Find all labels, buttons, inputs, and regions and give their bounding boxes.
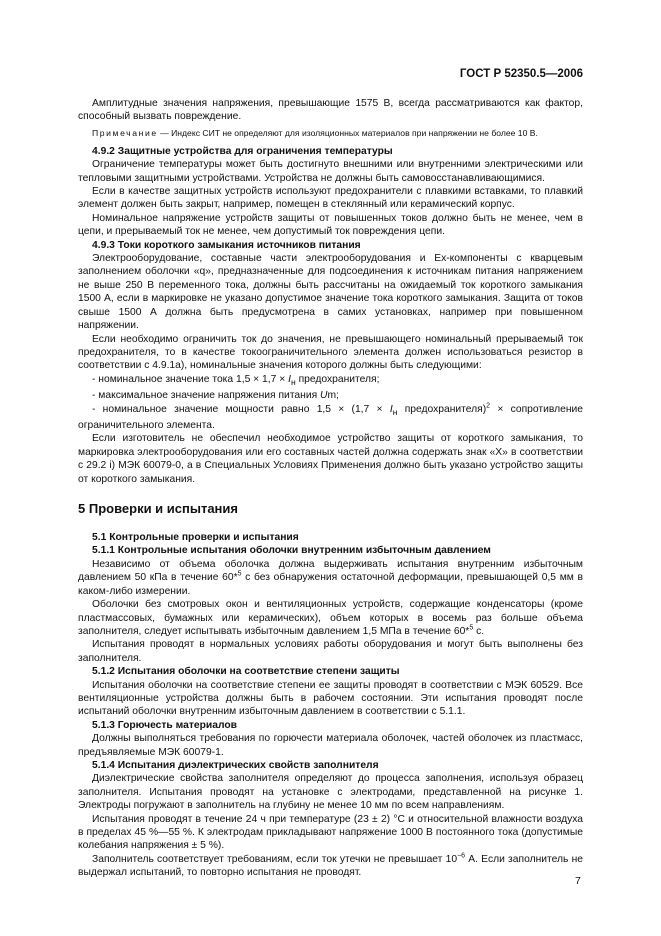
section-4-9-3-heading: 4.9.3 Токи короткого замыкания источников питания [92,239,361,251]
note-text: — Индекс СИТ не определяют для изоляционных материалов при напряжении не более 10 В. [157,127,538,138]
paragraph: Независимо от объема оболочка должна выдерживать испытания внутренним избыточным давлением 50 кПа в течение 60*$^5$ с без обнаружения остаточной деформации, превышающей 0,5 мм в каком-либо измерении. [78,558,583,597]
paragraph: Должны выполняться требования по горючести материала оболочек, частей оболочек из пластмасс, предъявляемые МЭК 60079-1. [78,733,583,758]
section-5-1-1-heading: 5.1.1 Контрольные испытания оболочки внутренним избыточным давлением [92,545,491,557]
section-4-9-2-heading: 4.9.2 Защитные устройства для ограничения температуры [92,145,393,157]
paragraph: Номинальное напряжение устройств защиты от повышенных токов должно быть не менее, чем в цепи, и прерываемый ток не менее, чем допустимый ток повреждения цепи. [78,212,583,238]
paragraph: Ограничение температуры может быть достигнуто внешними или внутренними электрическими или тепловыми защитными устройствами. Устройства не должны быть самовосстанавливающимися. [78,159,583,184]
paragraph: Если необходимо ограничить ток до значения, не превышающего номинальный прерываемый ток предохранителя, то в качестве токоограничительного элемента должен использоваться резистор в соответствии с 4.9.1а), номинальные значения которого должны быть следующими: [78,333,583,372]
section-5-1-4-heading: 5.1.4 Испытания диэлектрических свойств заполнителя [92,759,379,771]
paragraph: Если изготовитель не обеспечил необходимое устройство защиты от короткого замыкания, то маркировка электрооборудования или его составных частей должна содержать знак «Х» в соответствии с 29.2 i) МЭК 60079-0, а в Специальных Условиях Применения должно быть указано устройство защиты от короткого замыкания. [78,433,583,485]
note-label: Примечание [92,127,158,138]
paragraph: Электрооборудование, составные части электрооборудования и Ех-компоненты с кварцевым заполнением оболочки «q», предназначенные для подсоединения к источникам питания напряжением не выше 250 В переменного тока, должны быть рассчитаны на ожидаемый ток короткого замыкания 1500 А, если в маркировке не указано допустимое значение тока короткого замыкания. Защита от токов свыше 1500 А должна быть предусмотрена в самих установках, например при повышенном напряжении. [78,253,583,332]
page-number: 7 [575,875,581,887]
paragraph: Испытания проводят в течение 24 ч при температуре (23 ± 2) °С и относительной влажности воздуха в пределах 45 %—55 %. К электродам прикладывают напряжение 1000 В постоянного тока (допустимые колебания напряжения ± 5 %). [78,813,583,852]
paragraph: Испытания проводят в нормальных условиях работы оборудования и могут быть выполнены без заполнителя. [78,639,583,664]
list-item: - номинальное значение тока $1,5 \times 1,7 \times I_н$ предохранителя; [92,373,380,387]
paragraph: Диэлектрические свойства заполнителя определяют до процесса заполнения, используя образец заполнителя. Испытания проводят на установке с электродами, представленной на рисунке 1. Электроды погружают в заполнитель на глубину не менее 10 мм по всем направлениям. [78,773,583,812]
paragraph-amplitude: Амплитудные значения напряжения, превышающие 1575 В, всегда рассматриваются как фактор, способный вызвать повреждение. [78,98,583,123]
section-5-1-2-heading: 5.1.2 Испытания оболочки на соответствие степени защиты [92,666,400,678]
list-item: - максимальное значение напряжения питания Um; [92,390,339,402]
note [78,128,583,139]
section-5-1-heading: 5.1 Контрольные проверки и испытания [92,532,299,544]
paragraph: Заполнитель соответствует требованиям, если ток утечки не превышает $10^{-6}$ А. Если заполнитель не выдержал испытаний, то повторно испытания не проводят. [78,852,584,879]
list-item: - номинальное значение мощности равно $1,5 \times (1,7 \times I_н$ предохранителя)$^2$ × сопротивление ограничительного элемента. [78,402,583,432]
section-5-heading: 5 Проверки и испытания [78,501,238,517]
paragraph: Оболочки без смотровых окон и вентиляционных устройств, содержащие конденсаторы (кроме пластмассовых, бумажных или керамических), объем которых в восемь раз больше объема заполнителя, следует испытывать избыточным давлением 1,5 МПа в течение 60*$^5$ с. [78,599,583,637]
paragraph: Если в качестве защитных устройств используют предохранители с плавкими вставками, то плавкий элемент должен быть закрыт, например, помещен в стеклянный или керамический корпус. [78,186,583,211]
section-5-1-3-heading: 5.1.3 Горючесть материалов [92,719,237,731]
paragraph: Испытания оболочки на соответствие степени ее защиты проводят в соответствии с МЭК 60529. Все вентиляционные устройства должны быть в рабочем состоянии. Эти испытания проводят после испытаний оболочки внутренним избыточным давлением в соответствии с 5.1.1. [78,679,583,718]
page-header: ГОСТ Р 52350.5—2006 [459,68,583,80]
document-body [78,97,583,880]
